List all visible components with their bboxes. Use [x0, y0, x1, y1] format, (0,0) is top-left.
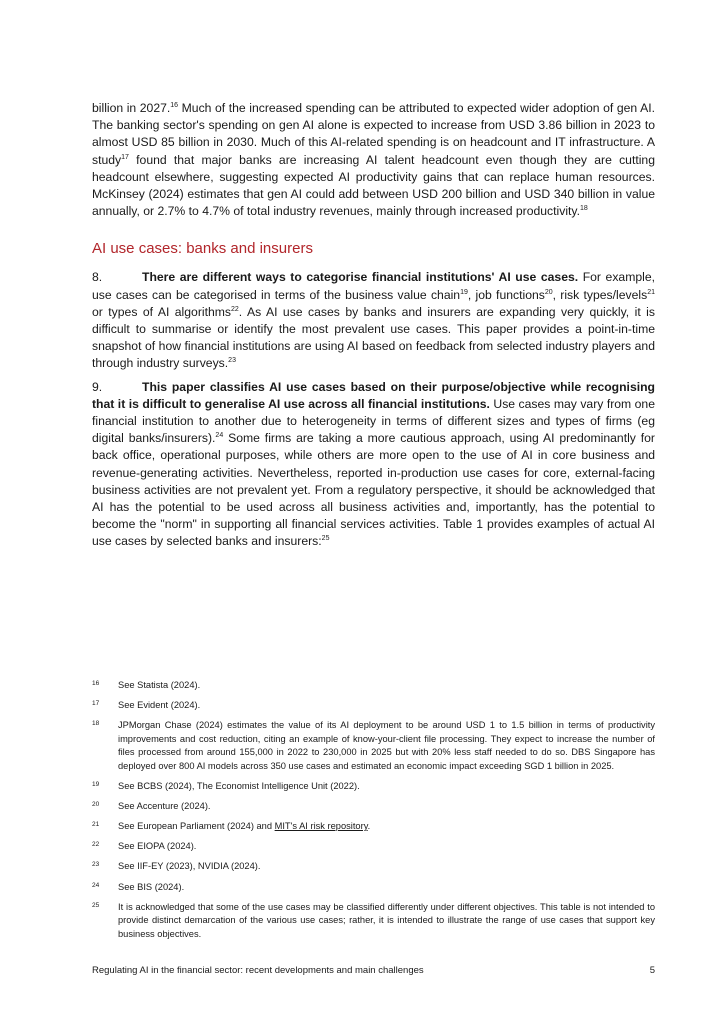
p8-text-5: . As AI use cases by banks and insurers are expanding very quickly, it is difficult to summarise or identify the most prevalent use cases. This paper provides a point-in-time snapshot of how financial institutions are using AI based on feedback from selected industry players and through industry surveys. [92, 304, 655, 371]
paragraph-number: 9. [92, 379, 103, 394]
footnote-ref-22[interactable]: 22 [231, 305, 239, 313]
footnote-number: 22 [92, 841, 100, 849]
footnote-text-post: . [367, 821, 371, 832]
footnote-text: See BIS (2024). [118, 881, 185, 892]
intro-text-2: Much of the increased spending can be attributed to expected wider adoption of gen AI. The banking sector's spending on gen AI alone is expected to increase from USD 3.86 billion in 2023 to almost USD 85 billion in 2030. Much of this AI-related spending is on headcount and IT infrastructure. A study [92, 101, 656, 167]
footnote-ref-23[interactable]: 23 [228, 357, 236, 365]
p8-text-1: For example, use cases can be categorised in terms of the business value chain [92, 270, 655, 302]
footnote [92, 881, 655, 895]
p9-text-1: Use cases may vary from one financial institution to another due to heterogeneity in terms of different sizes and types of firms (eg digital banks/insurers). [92, 396, 655, 446]
footnote-text-pre: See European Parliament (2024) and [118, 821, 275, 832]
footnote-number: 16 [92, 680, 100, 687]
footnote-number: 18 [92, 720, 100, 728]
footnote-ref-17[interactable]: 17 [121, 153, 129, 161]
footnote-number: 19 [92, 781, 100, 789]
footnote-number: 21 [92, 821, 100, 829]
footnote-text: See IIF-EY (2023), NVIDIA (2024). [118, 861, 261, 872]
footnote-number: 25 [92, 901, 100, 909]
footnote-text: See Accenture (2024). [118, 801, 211, 812]
section-heading: AI use cases: banks and insurers [92, 240, 313, 258]
footnote-number: 24 [92, 881, 100, 889]
footnote-text: JPMorgan Chase (2024) estimates the value of its AI deployment to be around USD 1 to 1.5 billion in terms of productivity improvements and cost reduction, citing an example of know-your-client file processing. They expect to increase the number of files processed from around 155,000 in 2022 to 230,000 in 2025 but with 20% less staff needed to do so. DBS Singapore has deployed over 800 AI models across 350 use cases and estimated an economic impact exceeding SGD 1 billion in 2025. [118, 720, 655, 771]
footnote-ref-24[interactable]: 24 [215, 432, 224, 440]
footnote-number: 20 [92, 801, 100, 809]
footnote [92, 699, 655, 713]
footnotes [92, 679, 655, 948]
paragraph-9 [92, 379, 655, 551]
p8-text-4: or types of AI algorithms [92, 304, 231, 319]
footnote [92, 901, 655, 942]
footnote [92, 820, 655, 834]
page-number: 5 [649, 965, 655, 976]
footnote [92, 719, 655, 773]
p9-text-2: Some firms are taking a more cautious approach, using AI predominantly for back office, operational purposes, while others are more open to the use of AI in core business and revenue-generating activities. Nevertheless, reported in-production use cases for core, external-facing business activities are not prevalent yet. From a regulatory perspective, it should be acknowledged that AI has the potential to be used across all business activities and, importantly, has the potential to become the "norm" in supporting all financial services activities. Table 1 provides examples of actual AI use cases by selected banks and insurers: [92, 431, 655, 549]
footnote-ref-25[interactable]: 25 [321, 535, 330, 543]
page-body [92, 100, 655, 551]
footnote-text: See EIOPA (2024). [118, 841, 197, 852]
intro-text-1: billion in 2027. [92, 101, 171, 115]
paragraph-lead: This paper classifies AI use cases based on their purpose/objective while recognising that it is difficult to generalise AI use across all financial institutions. [92, 379, 655, 411]
paragraph-number: 8. [92, 270, 103, 285]
mit-ai-risk-repository-link[interactable]: MIT's AI risk repository [274, 821, 368, 832]
p8-text-2: , job functions [467, 287, 545, 302]
paragraph-lead: There are different ways to categorise financial institutions' AI use cases. [142, 270, 579, 285]
footer-title: Regulating AI in the financial sector: recent developments and main challenges [92, 965, 424, 976]
footnote-text: See Statista (2024). [118, 680, 201, 690]
footnote-number: 23 [92, 861, 100, 869]
footnote-text: See BCBS (2024), The Economist Intelligence Unit (2022). [118, 781, 360, 792]
footnote-number: 17 [92, 700, 100, 708]
p8-text-3: , risk types/levels [552, 287, 648, 302]
footnote-ref-19[interactable]: 19 [460, 288, 468, 296]
footnote-ref-18[interactable]: 18 [580, 205, 588, 213]
footnote-text: It is acknowledged that some of the use cases may be classified differently under different objectives. This table is not intended to provide distinct demarcation of the various use cases; rather, it is intended to illustrate the range of use cases that support key business objectives. [118, 901, 655, 939]
intro-text-3: found that major banks are increasing AI talent headcount even though they are cutting headcount elsewhere, suggesting expected AI productivity gains that can replace human resources. McKinsey (2024) estimates that gen AI could add between USD 200 billion and USD 340 billion in value annually, or 2.7% to 4.7% of total industry revenues, mainly through increased productivity. [92, 152, 655, 219]
paragraph-8 [92, 269, 655, 372]
footnote [92, 780, 655, 794]
page-footer [92, 965, 655, 976]
footnote [92, 679, 655, 693]
footnote-ref-16[interactable]: 16 [170, 102, 179, 109]
footnote [92, 800, 655, 814]
footnote [92, 860, 655, 874]
intro-paragraph [92, 100, 655, 220]
footnote-ref-21[interactable]: 21 [647, 288, 655, 296]
footnote-text: See Evident (2024). [118, 700, 201, 711]
footnote [92, 840, 655, 854]
footnote-ref-20[interactable]: 20 [544, 288, 553, 296]
footnote-text [118, 820, 655, 834]
